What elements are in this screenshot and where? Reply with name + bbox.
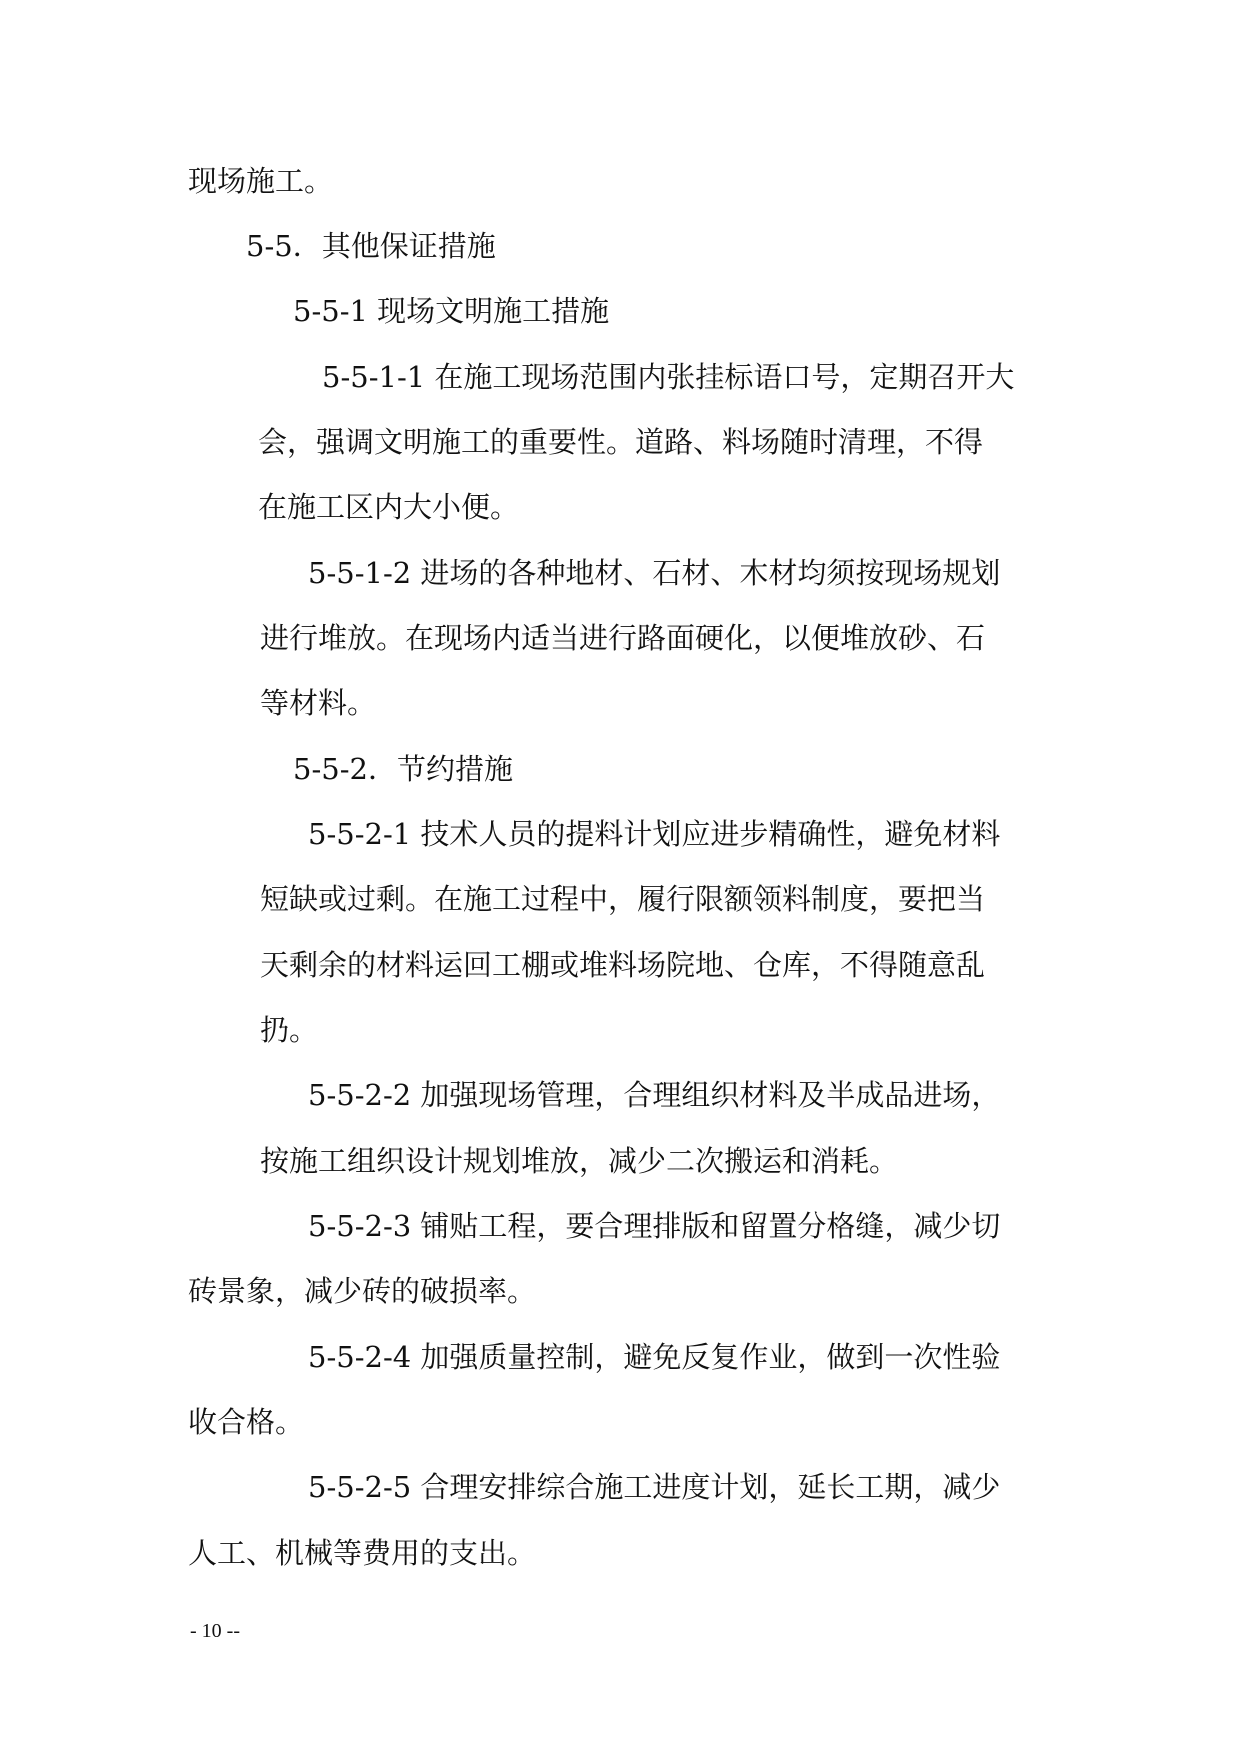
text-line: 5-5-2-2 加强现场管理，合理组织材料及半成品进场， — [308, 1078, 1001, 1112]
text-line: 5-5-2-1 技术人员的提料计划应进步精确性，避免材料 — [308, 817, 1001, 851]
text-line: 会，强调文明施工的重要性。道路、料场随时清理，不得 — [258, 425, 984, 459]
text-line: 人工、机械等费用的支出。 — [188, 1536, 537, 1570]
text-line: 扔。 — [260, 1013, 319, 1047]
page-number: - 10 -- — [190, 1620, 240, 1642]
section-heading: 5-5．其他保证措施 — [246, 229, 496, 263]
text-line: 5-5-2-4 加强质量控制，避免反复作业，做到一次性验 — [308, 1340, 1001, 1374]
text-line: 5-5-1-2 进场的各种地材、石材、木材均须按现场规划 — [308, 556, 1001, 590]
text-line: 5-5-1-1 在施工现场范围内张挂标语口号，定期召开大 — [322, 360, 1015, 394]
text-line: 5-5-2-3 铺贴工程，要合理排版和留置分格缝，减少切 — [308, 1209, 1001, 1243]
text-line: 天剩余的材料运回工棚或堆料场院地、仓库，不得随意乱 — [260, 948, 986, 982]
text-line: 在施工区内大小便。 — [258, 490, 520, 524]
text-line: 5-5-2-5 合理安排综合施工进度计划，延长工期，减少 — [308, 1470, 1001, 1504]
text-line: 短缺或过剩。在施工过程中，履行限额领料制度，要把当 — [260, 882, 986, 916]
text-line: 等材料。 — [260, 686, 377, 720]
subsection-heading: 5-5-1 现场文明施工措施 — [293, 294, 610, 328]
text-line: 进行堆放。在现场内适当进行路面硬化，以便堆放砂、石 — [260, 621, 986, 655]
text-line: 收合格。 — [188, 1405, 305, 1439]
subsection-heading: 5-5-2．节约措施 — [293, 752, 513, 786]
text-line: 砖景象，减少砖的破损率。 — [188, 1274, 537, 1308]
text-line: 按施工组织设计规划堆放，减少二次搬运和消耗。 — [260, 1144, 899, 1178]
text-line: 现场施工。 — [188, 164, 334, 198]
